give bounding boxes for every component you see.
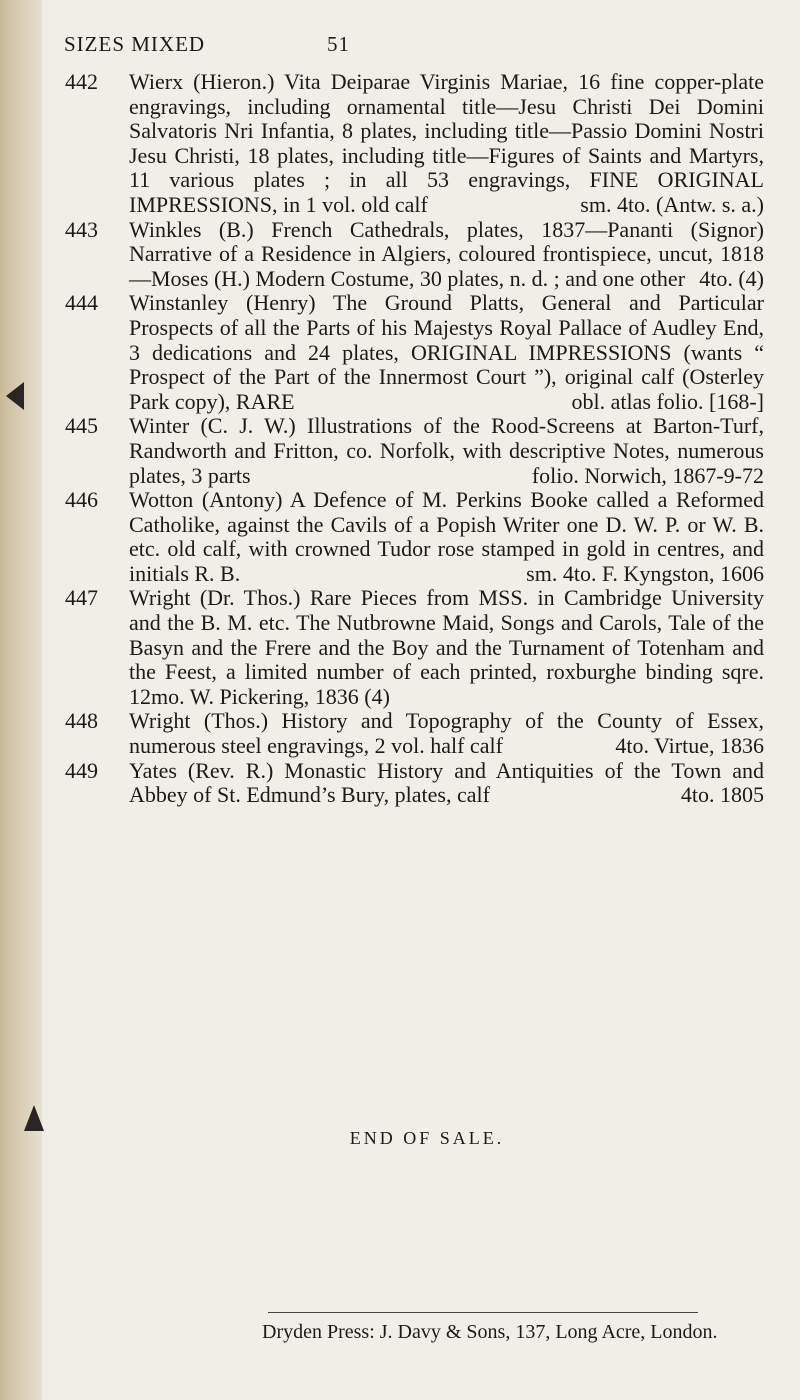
lot-number: 449 — [65, 757, 98, 783]
lot-entry — [42, 70, 782, 218]
lot-description: Wright (Dr. Thos.) Rare Pieces from MSS. in Cambridge University and the B. M. etc. The Nutbrowne Maid, Songs and Carols, Tale of the Basyn and the Frere and the Boy and the Turnament of Totenham and the Feest, a limited number of each printed, roxburghe binding sqre. 12mo. W. Pickering, 1836 (4) — [129, 585, 764, 709]
lot-number: 442 — [65, 69, 98, 94]
lot-number: 443 — [65, 216, 98, 242]
lot-description: Winkles (B.) French Cathedrals, plates, 1837—Pananti (Signor) Narrative of a Residence in Algiers, coloured frontispiece, uncut, 1818—Moses (H.) Modern Costume, 30 plates, n. d. ; and one other 4to. (4) — [129, 216, 764, 291]
printer-imprint: Dryden Press: J. Davy & Sons, 137, Long Acre, London. — [262, 1321, 718, 1343]
edge-tab-mark — [6, 382, 24, 410]
pencil-mark — [24, 1105, 44, 1131]
lot-format: sm. 4to. F. Kyngston, 1606 — [526, 560, 764, 586]
lot-entry — [42, 218, 782, 292]
lot-description: Wierx (Hieron.) Vita Deiparae Virginis Mariae, 16 fine copper-plate engravings, including ornamental title—Jesu Christi Dei Domini Salvatoris Nri Infantia, 8 plates, including title—Passio Domini Nostri Jesu Christi, 18 plates, including title—Figures of Saints and Martyrs, 11 various plates ; in all 53 engravings, FINE ORIGINAL IMPRESSIONS, in 1 vol. old calf sm. 4to. (Antw. s. a.) — [129, 69, 764, 217]
page-spine — [0, 0, 42, 1400]
lot-entry — [42, 414, 782, 488]
lot-entry — [42, 709, 782, 758]
lot-description: Yates (Rev. R.) Monastic History and Antiquities of the Town and Abbey of St. Edmund’s Bury, plates, calf 4to. 1805 — [129, 757, 764, 808]
lot-description: Wotton (Antony) A Defence of M. Perkins Booke called a Reformed Catholike, against the Cavils of a Popish Writer one D. W. P. or W. B. etc. old calf, with crowned Tudor rose stamped in gold in centres, and initials R. B. sm. 4to. F. Kyngston, 1606 — [129, 487, 764, 586]
lot-entry — [42, 759, 782, 808]
lot-description: Winter (C. J. W.) Illustrations of the Rood-Screens at Barton-Turf, Randworth and Fritton, co. Norfolk, with descriptive Notes, numerous plates, 3 parts folio. Norwich, 1867-9-72 — [129, 413, 764, 488]
lot-number: 448 — [65, 708, 98, 734]
lot-number: 445 — [65, 413, 98, 439]
running-title: SIZES MIXED — [64, 32, 206, 56]
lot-format: 4to. Virtue, 1836 — [615, 733, 764, 759]
lot-description: Wright (Thos.) History and Topography of the County of Essex, numerous steel engravings, 2 vol. half calf 4to. Virtue, 1836 — [129, 708, 764, 759]
footer-rule — [268, 1312, 698, 1313]
lot-format: obl. atlas folio. [168-] — [571, 388, 764, 414]
lot-format: sm. 4to. (Antw. s. a.) — [580, 191, 764, 217]
lot-number: 446 — [65, 487, 98, 513]
lot-entry — [42, 291, 782, 414]
lot-format: 4to. 1805 — [680, 782, 764, 808]
lot-number: 444 — [65, 290, 98, 316]
lot-number: 447 — [65, 585, 98, 611]
lot-format: 4to. (4) — [699, 265, 764, 291]
lot-list — [42, 70, 782, 808]
lot-entry — [42, 488, 782, 586]
lot-format: folio. Norwich, 1867-9-72 — [531, 462, 764, 488]
page-number: 51 — [327, 32, 350, 56]
lot-entry — [42, 586, 782, 709]
end-of-sale: END OF SALE. — [349, 1128, 505, 1148]
lot-description: Winstanley (Henry) The Ground Platts, General and Particular Prospects of all the Parts of his Majestys Royal Pallace of Audley End, 3 dedications and 24 plates, ORIGINAL IMPRESSIONS (wants “ Prospect of the Part of the Innermost Court ”), original calf (Osterley Park copy), RARE obl. atlas folio. [168-] — [129, 290, 764, 414]
